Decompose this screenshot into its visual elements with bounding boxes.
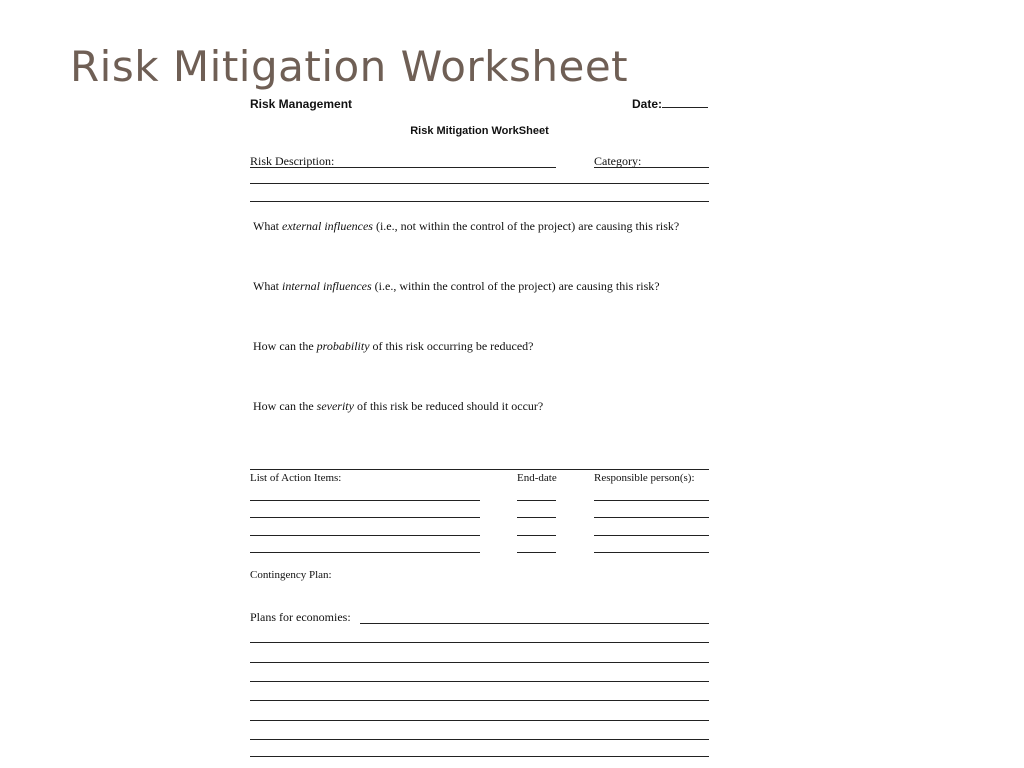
risk-description-line[interactable] (250, 167, 556, 168)
responsible-line[interactable] (594, 517, 709, 518)
end-date-line[interactable] (517, 552, 556, 553)
q4-text-after: of this risk be reduced should it occur? (353, 399, 544, 413)
date-blank[interactable] (662, 107, 708, 108)
q1-text-before: What (253, 219, 282, 233)
responsible-line[interactable] (594, 535, 709, 536)
responsible-line[interactable] (594, 500, 709, 501)
q4-text-before: How can the (253, 399, 317, 413)
action-item-line[interactable] (250, 517, 480, 518)
risk-description-line-3[interactable] (250, 201, 709, 202)
end-date-label: End-date (517, 472, 557, 484)
economies-line-8[interactable] (250, 756, 709, 757)
question-probability (253, 339, 534, 354)
responsible-line[interactable] (594, 552, 709, 553)
q2-text-before: What (253, 279, 282, 293)
q2-text-after: (i.e., within the control of the project) are causing this risk? (371, 279, 660, 293)
risk-description-line-2[interactable] (250, 183, 709, 184)
risk-description-label: Risk Description: (250, 154, 335, 168)
worksheet (250, 96, 709, 768)
end-date-line[interactable] (517, 535, 556, 536)
question-external-influences (253, 219, 679, 234)
economies-line-6[interactable] (250, 720, 709, 721)
q3-emphasis: probability (316, 339, 370, 353)
q3-text-before: How can the (253, 339, 317, 353)
action-items-top-rule (250, 469, 709, 470)
slide-title: Risk Mitigation Worksheet (70, 42, 629, 91)
end-date-line[interactable] (517, 500, 556, 501)
category-line[interactable] (594, 167, 709, 168)
header-risk-management: Risk Management (250, 97, 353, 111)
plans-for-economies-label: Plans for economies: (250, 610, 351, 624)
date-field[interactable] (632, 97, 708, 111)
q1-emphasis: external influences (282, 219, 373, 233)
economies-line-7[interactable] (250, 739, 709, 740)
responsible-label: Responsible person(s): (594, 472, 695, 484)
question-severity (253, 399, 543, 414)
action-item-line[interactable] (250, 535, 480, 536)
worksheet-subtitle: Risk Mitigation WorkSheet (410, 125, 549, 137)
q4-emphasis: severity (316, 399, 354, 413)
economies-line-5[interactable] (250, 700, 709, 701)
category-label: Category: (594, 154, 642, 168)
economies-line-4[interactable] (250, 681, 709, 682)
economies-line-1[interactable] (360, 623, 709, 624)
date-label: Date: (632, 97, 663, 111)
q1-text-after: (i.e., not within the control of the project) are causing this risk? (372, 219, 680, 233)
end-date-line[interactable] (517, 517, 556, 518)
question-internal-influences (253, 279, 660, 294)
economies-line-2[interactable] (250, 642, 709, 643)
q3-text-after: of this risk occurring be reduced? (369, 339, 534, 353)
action-item-line[interactable] (250, 552, 480, 553)
action-item-line[interactable] (250, 500, 480, 501)
q2-emphasis: internal influences (282, 279, 372, 293)
action-items-label: List of Action Items: (250, 472, 342, 484)
contingency-plan-label: Contingency Plan: (250, 569, 332, 581)
economies-line-3[interactable] (250, 662, 709, 663)
